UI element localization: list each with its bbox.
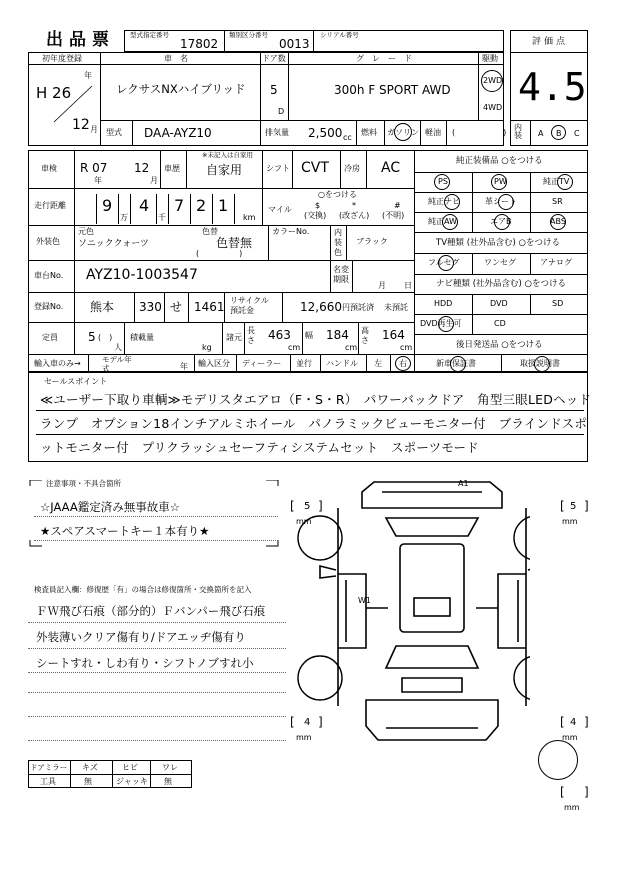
- car-name: レクサスNXハイブリッド: [116, 82, 246, 96]
- first-reg-label: 初年度登録: [42, 54, 82, 63]
- recycle-unpaid: 未預託: [384, 303, 408, 312]
- height-value: 164: [382, 328, 405, 342]
- chassis-label: 車台No.: [34, 271, 64, 280]
- model-designation: 17802: [180, 37, 219, 51]
- color-label: 外装色: [36, 237, 60, 246]
- sen-unit: 千: [158, 213, 166, 222]
- bracket-close-4: ]: [584, 715, 589, 729]
- drive-2wd: 2WD: [483, 76, 503, 85]
- capacity-label: 定員: [42, 333, 58, 342]
- interior-b: B: [556, 129, 562, 138]
- interior-color: ブラック: [356, 237, 388, 246]
- tv-analog: アナログ: [540, 258, 572, 267]
- mileage-label: 走行距離: [34, 201, 66, 210]
- legend-scratch: キズ: [82, 763, 98, 772]
- import-type-label: 輸入区分: [198, 359, 230, 368]
- legend-jack: ジャッキ: [116, 777, 148, 786]
- sales-label: セールスポイント: [44, 377, 108, 386]
- meter-star-sub: (改ざん): [339, 211, 370, 220]
- meter-mark-note: ○をつける: [318, 190, 357, 199]
- name-change-label: 名変期限: [333, 265, 349, 284]
- shaken-label: 車検: [41, 164, 57, 173]
- drive-4wd: 4WD: [483, 103, 503, 112]
- mileage-digit-2: 4: [139, 196, 150, 215]
- equip-pw: PW: [494, 177, 507, 186]
- bracket-open-5: [: [560, 785, 565, 799]
- notes-label: 注意事項・不具合箇所: [46, 479, 121, 488]
- bracket-close-1: ]: [318, 499, 323, 513]
- handle-left: 左: [374, 359, 382, 368]
- bracket-open-3: [: [290, 715, 295, 729]
- bracket-close-2: ]: [584, 499, 589, 513]
- recycle-label: リサイクル預託金: [230, 296, 269, 315]
- legend-crack: ヒビ: [122, 763, 138, 772]
- docs-manual-circle: [534, 356, 550, 372]
- inspector-line-2: 外装薄いクリア傷有り/ドアエッヂ傷有り: [36, 630, 246, 644]
- model-year-label: モデル年式: [102, 355, 132, 373]
- handle-right-circle: [395, 356, 411, 371]
- color-change: 色替無: [216, 236, 253, 250]
- length-value: 463: [268, 328, 291, 342]
- cm-unit-3: cm: [400, 343, 413, 352]
- color-no-label: カラーNo.: [272, 227, 310, 236]
- history-label: 車歴: [164, 164, 180, 173]
- meter-dollar-sub: (交換): [304, 211, 327, 220]
- equip-aw: 純正AW: [428, 217, 457, 226]
- docs-warranty: 新車保証書: [436, 359, 476, 368]
- mileage-digit-4: 2: [196, 196, 207, 215]
- mm-fr: mm: [562, 517, 578, 526]
- inspector-label: 検査員記入欄：修復歴「有」の場合は修復箇所・交換箇所を記入: [34, 585, 252, 594]
- category-label: 類別区分番号: [229, 31, 268, 39]
- bracket-open-4: [: [560, 715, 565, 729]
- interior-a: A: [538, 129, 544, 138]
- tire-rear-right: 4: [570, 717, 577, 728]
- nav-hdd: HDD: [434, 299, 453, 308]
- nc-month: 月: [378, 281, 386, 290]
- docs-title: 後日発送品 ○をつける: [456, 340, 543, 350]
- dims-label: 諸元: [226, 333, 242, 342]
- import-parallel: 並行: [296, 359, 312, 368]
- equip-tv: 純正TV: [543, 177, 570, 186]
- meter-dollar: $: [315, 201, 321, 210]
- cm-unit-2: cm: [345, 343, 358, 352]
- bracket-open-2: [: [560, 499, 565, 513]
- tv-oneseg: ワンセグ: [484, 258, 516, 267]
- nav-dvd-play: DVD再生可: [420, 319, 462, 328]
- import-label: 輸入車のみ→: [34, 359, 81, 368]
- model-year-unit: 年: [180, 362, 188, 371]
- interior-c: C: [574, 129, 580, 138]
- width-value: 184: [326, 328, 349, 342]
- equip-navi-circle: [444, 194, 460, 210]
- car-name-label: 車 名: [164, 54, 188, 63]
- doors-label: ドア数: [262, 54, 286, 63]
- shaken-month: 12: [134, 161, 150, 175]
- capacity-value: 5: [88, 330, 96, 344]
- equip-title: 純正装備品 ○をつける: [456, 156, 543, 166]
- mm-spare: mm: [564, 803, 580, 812]
- cc-unit: cc: [343, 133, 352, 142]
- chassis-number: AYZ10-1003547: [86, 267, 198, 283]
- month-unit: 月: [90, 125, 98, 134]
- mile-label: マイル: [268, 205, 292, 214]
- tv-fullseg-circle: [438, 255, 454, 271]
- interior-b-circle: [551, 125, 566, 140]
- equip-abs-circle: [550, 214, 566, 230]
- nav-dvd-play-circle: [438, 316, 454, 332]
- mileage-digit-1: 9: [102, 196, 113, 215]
- sales-line-2: ランプ オプション18インチアルミホイール パノラミックビューモニター付 ブラインドスポ: [40, 416, 588, 431]
- reg-area: 熊本: [90, 300, 115, 314]
- equip-leather: 革シート: [485, 197, 517, 206]
- docs-manual: 取扱説明書: [520, 359, 560, 368]
- car-damage-diagram: [290, 478, 530, 748]
- nav-sd: SD: [552, 299, 564, 308]
- width-label: 幅: [305, 331, 313, 340]
- shift-value: CVT: [301, 160, 329, 176]
- man-unit: 万: [120, 213, 128, 222]
- mileage-digit-5: 1: [218, 196, 229, 215]
- history-value: 自家用: [206, 163, 243, 177]
- spare-tire: [538, 740, 578, 780]
- mm-rl: mm: [296, 733, 312, 742]
- note-line-1: ☆JAAA鑑定済み無事故車☆: [40, 500, 181, 514]
- tv-title: TV種類 (社外品含む) ○をつける: [436, 238, 560, 248]
- category-number: 0013: [279, 37, 310, 51]
- fuel-gasoline: ガソリン: [387, 128, 419, 137]
- mileage-digit-3: 7: [174, 196, 185, 215]
- color-change-label: 色替: [202, 227, 218, 236]
- displacement-label: 排気量: [265, 128, 289, 137]
- mm-rr: mm: [562, 733, 578, 742]
- capacity-paren: ( ): [98, 333, 113, 342]
- serial-label: シリアル番号: [320, 31, 359, 39]
- reg-class: 330: [139, 300, 162, 314]
- shaken-year: R 07: [80, 161, 108, 175]
- first-reg-month: 12: [72, 117, 90, 133]
- legend-break: ワレ: [162, 763, 178, 772]
- fuel-light-oil: 軽油: [425, 128, 441, 137]
- orig-color-label: 元色: [78, 227, 94, 236]
- legend-tools-value: 無: [84, 777, 92, 786]
- fuel-other: ( ): [452, 128, 507, 137]
- equip-airbag-circle: [494, 214, 510, 230]
- height-label: 高さ: [361, 326, 369, 345]
- displacement: 2,500: [308, 126, 343, 140]
- model-type: DAA-AYZ10: [144, 126, 212, 140]
- load-label: 積載量: [130, 333, 154, 342]
- doors-value: 5: [270, 83, 278, 97]
- color-paren: ( ): [196, 249, 243, 258]
- reg-label: 登録No.: [34, 302, 64, 311]
- score-value: 4.5: [518, 65, 587, 109]
- nav-dvd: DVD: [490, 299, 508, 308]
- equip-pw-circle: [491, 174, 507, 190]
- handle-label: ハンドル: [326, 359, 358, 368]
- equip-ps-circle: [434, 174, 450, 190]
- damage-a1: A1: [458, 479, 469, 488]
- equip-abs: ABS: [550, 217, 566, 226]
- cm-unit-1: cm: [288, 343, 301, 352]
- km-unit: km: [243, 213, 256, 222]
- score-label: 評価点: [532, 37, 569, 47]
- meter-hash-sub: (不明): [382, 211, 405, 220]
- page-title: 出品票: [46, 30, 115, 50]
- equip-aw-circle: [442, 214, 458, 230]
- sales-line-1: ≪ユーザー下取り車輌≫モデリスタエアロ（F・S・R） パワーバックドア 角型三眼LEDヘッド: [40, 392, 592, 407]
- door-type: D: [278, 107, 285, 116]
- equip-ps: PS: [438, 177, 448, 186]
- interior-label: 内装: [514, 123, 522, 140]
- legend-mirror: ドアミラー: [30, 763, 68, 772]
- tire-front-right: 5: [570, 501, 577, 512]
- tv-fullseg: フルセグ: [428, 258, 460, 267]
- legend-tools: 工具: [40, 777, 56, 786]
- sales-line-3: ットモニター付 プリクラッシュセーフティシステムセット スポーツモード: [40, 440, 479, 455]
- nc-day: 日: [404, 281, 412, 290]
- mm-fl: mm: [296, 517, 312, 526]
- import-dealer: ディーラー: [242, 359, 282, 368]
- legend-jack-value: 無: [164, 777, 172, 786]
- drive-label: 駆動: [482, 54, 498, 63]
- fuel-circle: [394, 123, 412, 141]
- kg-unit: kg: [202, 343, 212, 352]
- month-unit-2: 月: [150, 176, 158, 185]
- reg-kana: せ: [170, 300, 183, 314]
- tire-front-left: 5: [304, 501, 311, 512]
- meter-star: *: [352, 201, 356, 210]
- equip-navi: 純正ナビ: [428, 197, 460, 206]
- equip-sr: SR: [552, 197, 563, 206]
- docs-warranty-circle: [450, 356, 466, 372]
- recycle-unit: 円預託済: [342, 303, 374, 312]
- handle-right: 右: [399, 359, 407, 368]
- equip-leather-circle: [498, 194, 514, 210]
- bracket-close-3: ]: [318, 715, 323, 729]
- ac-label: 冷房: [344, 164, 360, 173]
- fuel-label: 燃料: [361, 128, 377, 137]
- nav-cd: CD: [494, 319, 506, 328]
- model-designation-label: 型式指定番号: [130, 31, 169, 39]
- equip-tv-circle: [557, 174, 573, 190]
- tire-rear-left: 4: [304, 717, 311, 728]
- grade-value: 300h F SPORT AWD: [334, 83, 451, 97]
- ac-value: AC: [381, 160, 401, 176]
- orig-color: ソニッククォーツ: [78, 239, 149, 249]
- grade-label: グ レ ー ド: [356, 54, 412, 63]
- tire-front-left-bracket: [: [290, 499, 295, 513]
- bracket-close-5: ]: [584, 785, 589, 799]
- nav-title: ナビ種類 (社外品含む) ○をつける: [436, 279, 566, 289]
- inspector-line-3: シートすれ・しわ有り・シフトノブすれ小: [36, 656, 254, 670]
- history-note: ※未記入は自家用: [202, 151, 253, 159]
- inspector-line-1: ＦＷ飛び石痕（部分的）Ｆバンパー飛び石痕: [36, 604, 266, 618]
- era-unit: 年: [84, 71, 92, 80]
- capacity-unit: 人: [114, 343, 122, 352]
- length-label: 長さ: [247, 326, 255, 345]
- shift-label: シフト: [266, 164, 290, 173]
- reg-number: 1461: [194, 300, 225, 314]
- note-line-2: ★スペアスマートキー１本有り★: [40, 524, 210, 538]
- first-reg-era: H 26: [36, 84, 72, 102]
- interior-color-label: 内装色: [334, 228, 342, 257]
- damage-w1: W1: [358, 596, 371, 605]
- recycle-amount: 12,660: [300, 300, 342, 314]
- year-unit: 年: [94, 176, 102, 185]
- equip-airbag: エアB: [490, 217, 512, 226]
- meter-hash: #: [394, 201, 401, 210]
- model-type-label: 型式: [106, 128, 122, 137]
